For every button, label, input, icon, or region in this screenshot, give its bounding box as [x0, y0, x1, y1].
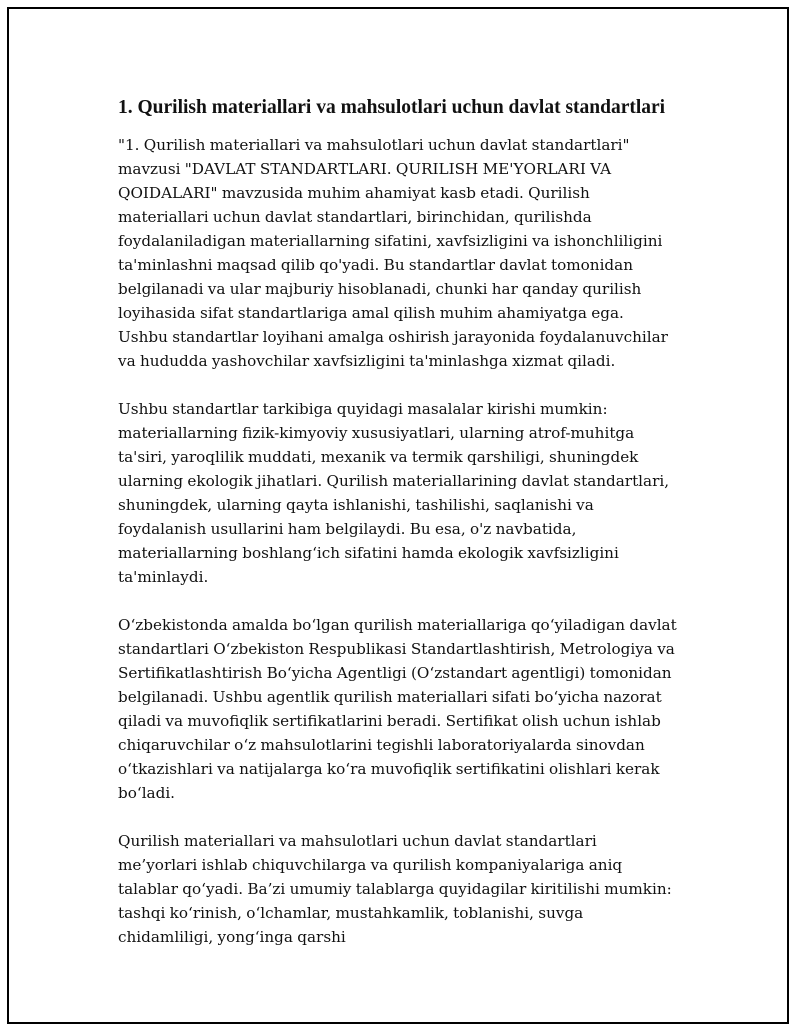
paragraph-agency: O‘zbekistonda amalda bo‘lgan qurilish materiallariga qo‘yiladigan davlat standartlari O‘zbekiston Respublikasi Standartlashtirish, Metrologiya va Sertifikatlashtirish Bo‘yicha Agentligi (O‘zstandart agentligi) tomonidan belgilanadi. Ushbu agentlik qurilish materiallari sifati bo‘yicha nazorat qiladi va muvofiqlik sertifikatlarini beradi. Sertifikat olish uchun ishlab chiqaruvchilar o‘z mahsulotlarini tegishli laboratoriyalarda sinovdan o‘tkazishlari va natijalarga ko‘ra muvofiqlik sertifikatini olishlari kerak bo‘ladi. — [118, 616, 677, 802]
section-heading: 1. Qurilish materiallari va mahsulotlari uchun davlat standartlari — [118, 97, 666, 118]
document-body — [118, 95, 678, 973]
paragraph-intro: "1. Qurilish materiallari va mahsulotlari uchun davlat standartlari" mavzusi "DAVLAT STANDARTLARI. QURILISH ME'YORLARI VA QOIDALARI" mavzusida muhim ahamiyat kasb etadi. Qurilish materiallari uchun davlat standartlari, birinchidan, qurilishda foydalaniladigan materiallarning sifatini, xavfsizligini va ishonchliligini ta'minlashni maqsad qilib qo'yadi. Bu standartlar davlat tomonidan belgilanadi va ular majburiy hisoblanadi, chunki har qanday qurilish loyihasida sifat standartlariga amal qilish muhim ahamiyatga ega. Ushbu standartlar loyihani amalga oshirish jarayonida foydalanuvchilar va hududda yashovchilar xavfsizligini ta'minlashga xizmat qiladi. — [118, 136, 668, 370]
paragraph-contents: Ushbu standartlar tarkibiga quyidagi masalalar kirishi mumkin: materiallarning fizik-kimyoviy xususiyatlari, ularning atrof-muhitga ta'siri, yaroqlilik muddati, mexanik va termik qarshiligi, shuningdek ularning ekologik jihatlari. Qurilish materiallarining davlat standartlari, shuningdek, ularning qayta ishlanishi, tashilishi, saqlanishi va foydalanish usullarini ham belgilaydi. Bu esa, o'z navbatida, materiallarning boshlang‘ich sifatini hamda ekologik xavfsizligini ta'minlaydi. — [118, 400, 670, 586]
paragraph-requirements: Qurilish materiallari va mahsulotlari uchun davlat standartlari me’yorlari ishlab chiquvchilarga va qurilish kompaniyalariga aniq talablar qo‘yadi. Ba’zi umumiy talablarga quyidagilar kiritilishi mumkin: tashqi ko‘rinish, o‘lchamlar, mustahkamlik, toblanishi, suvga chidamliligi, yong‘inga qarshi — [118, 832, 672, 946]
